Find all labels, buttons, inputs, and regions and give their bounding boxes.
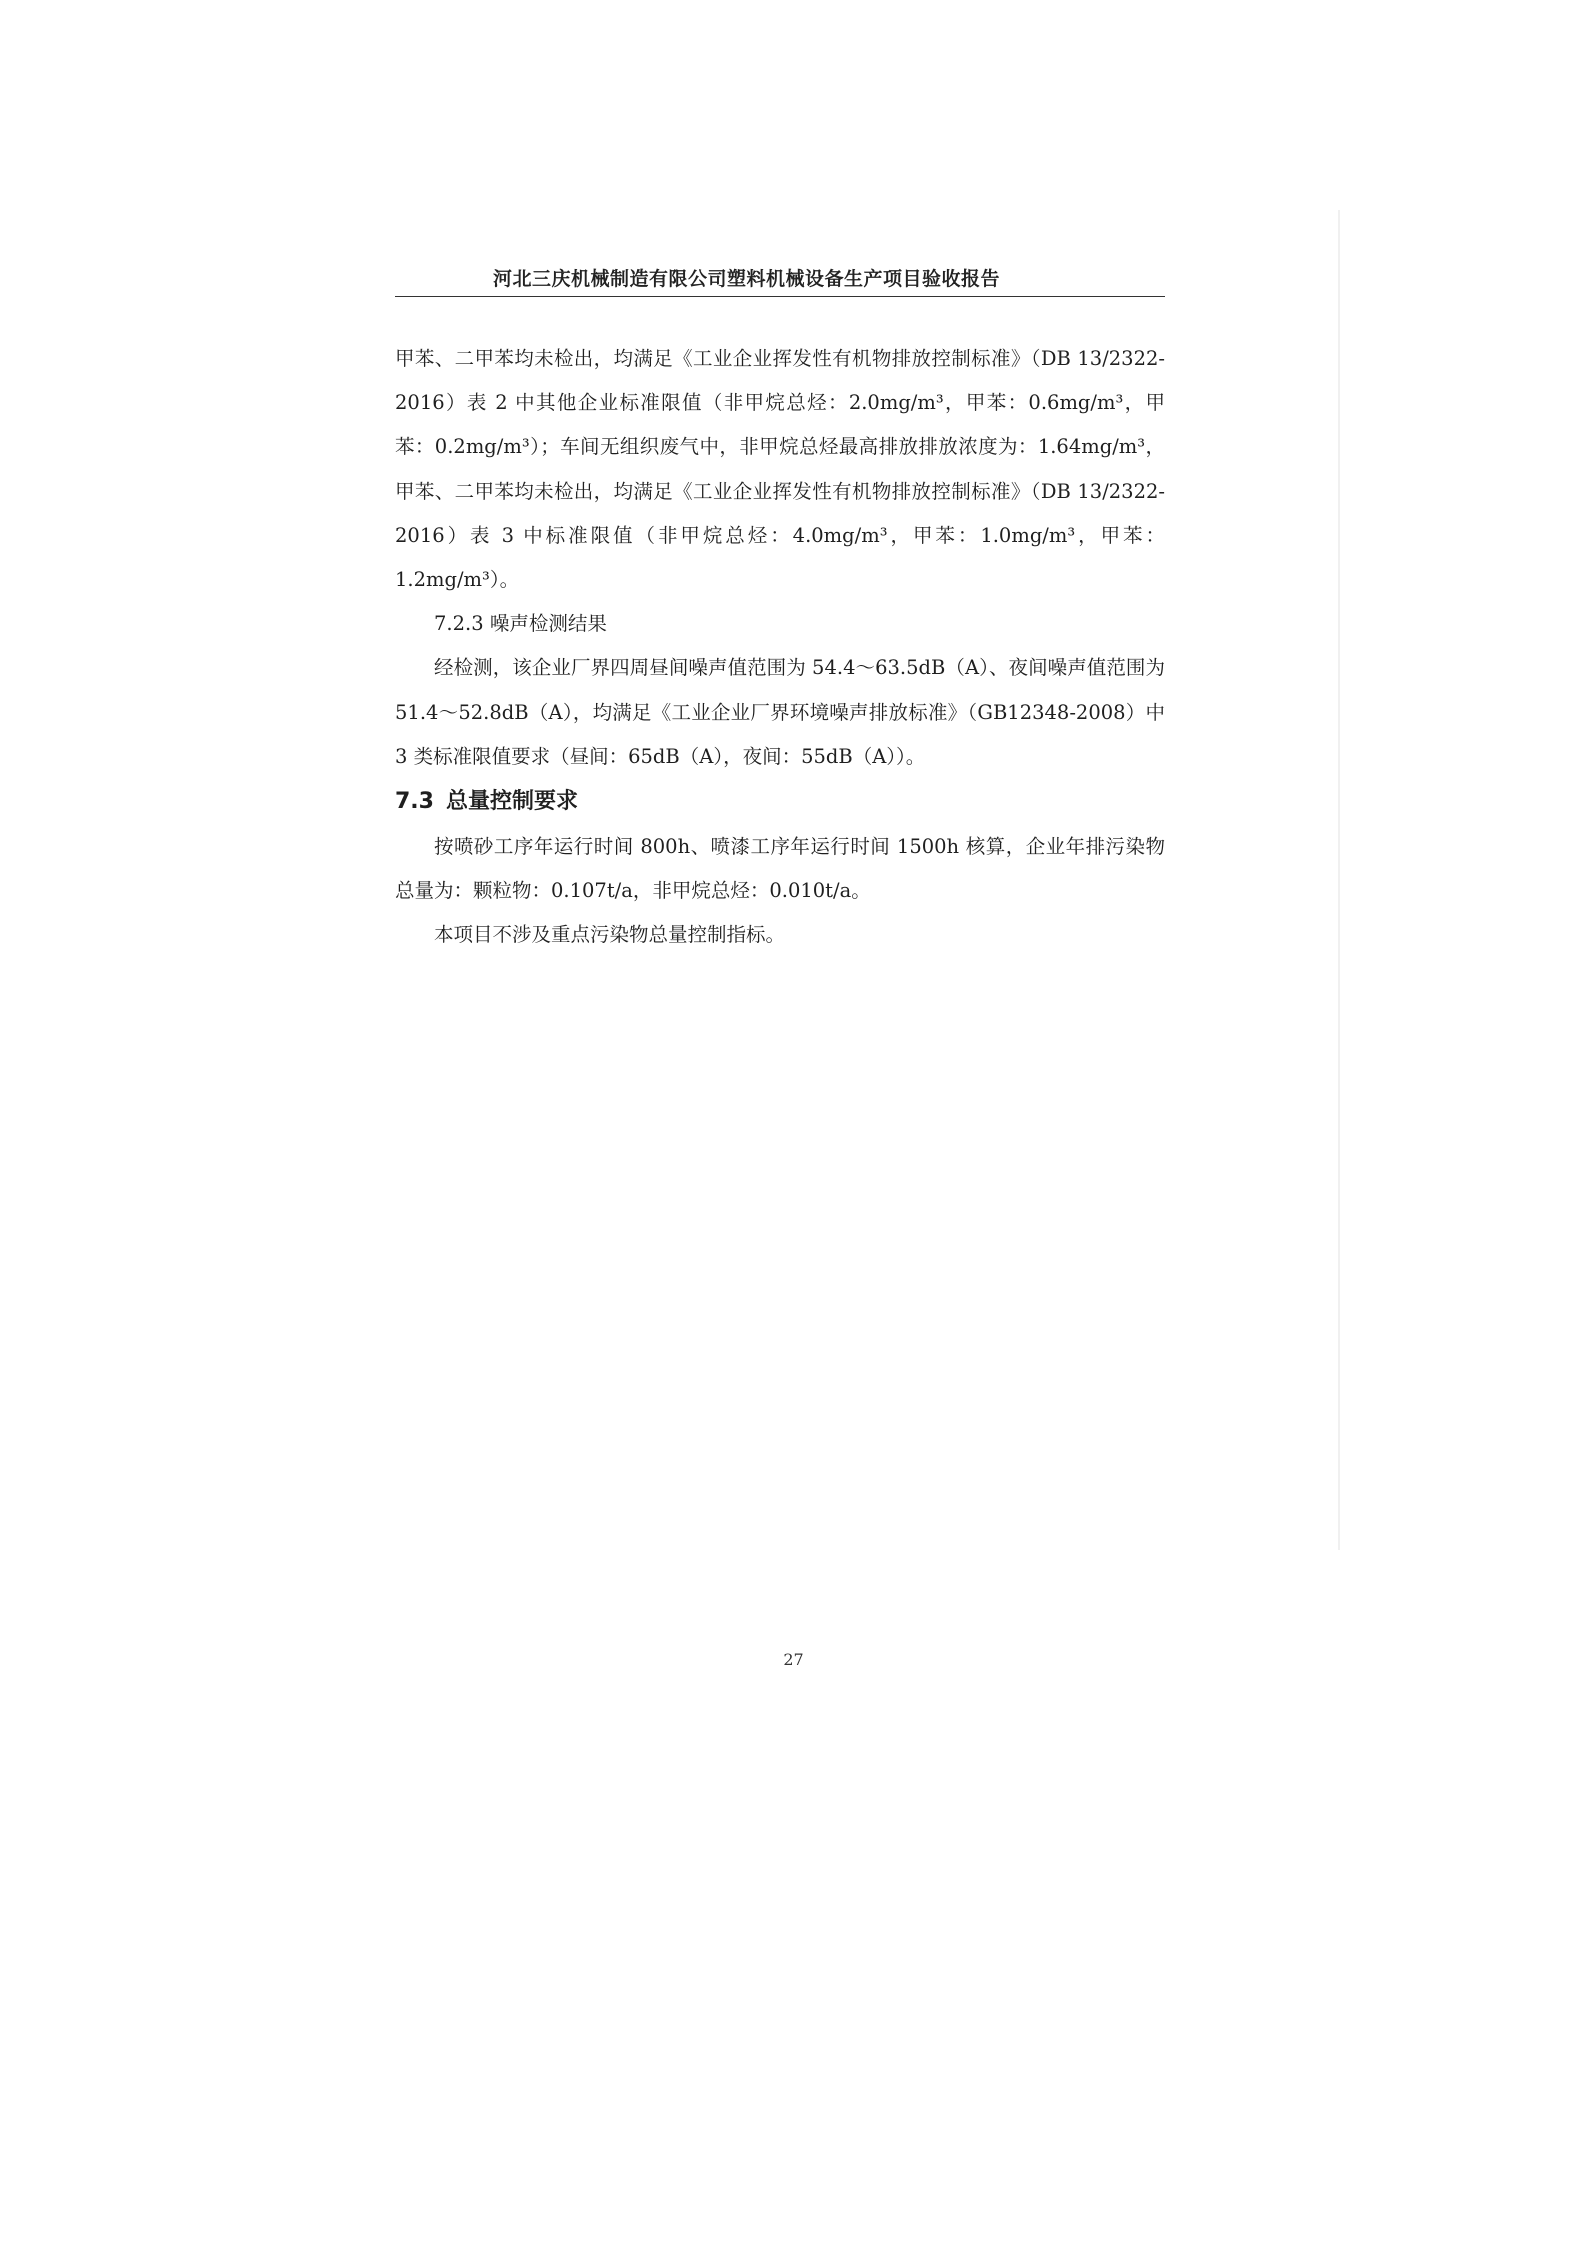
header-title: 河北三庆机械制造有限公司塑料机械设备生产项目验收报告 (492, 268, 1000, 290)
paragraph-no-key-pollutants: 本项目不涉及重点污染物总量控制指标。 (434, 923, 786, 947)
section-7-2-3-heading: 7.2.3 噪声检测结果 (434, 612, 607, 636)
document-body (395, 337, 1165, 958)
page-header (395, 262, 1165, 297)
section-7-3-heading (395, 779, 1165, 825)
scan-edge-shadow (1338, 210, 1340, 1550)
section-7-3-number: 7.3 (395, 789, 434, 815)
section-7-3-title: 总量控制要求 (445, 789, 578, 815)
paragraph-noise-results: 经检测，该企业厂界四周昼间噪声值范围为 54.4～63.5dB（A）、夜间噪声值范围为 51.4～52.8dB（A），均满足《工业企业厂界环境噪声排放标准》（GB12348-2008）中 3 类标准限值要求（昼间：65dB（A），夜间：55dB（A））。 (395, 656, 1165, 768)
page-number: 27 (783, 1650, 804, 1669)
paragraph-voc-results: 甲苯、二甲苯均未检出，均满足《工业企业挥发性有机物排放控制标准》（DB 13/2322-2016）表 2 中其他企业标准限值（非甲烷总烃：2.0mg/m³，甲苯：0.6mg/m³，甲苯：0.2mg/m³）；车间无组织废气中，非甲烷总烃最高排放排放浓度为：1.64mg/m³，甲苯、二甲苯均未检出，均满足《工业企业挥发性有机物排放控制标准》（DB 13/2322-2016）表 3 中标准限值（非甲烷总烃：4.0mg/m³，甲苯：1.0mg/m³，甲苯：1.2mg/m³）。 (395, 347, 1165, 592)
paragraph-total-emissions: 按喷砂工序年运行时间 800h、喷漆工序年运行时间 1500h 核算，企业年排污染物总量为：颗粒物：0.107t/a，非甲烷总烃：0.010t/a。 (395, 835, 1165, 903)
